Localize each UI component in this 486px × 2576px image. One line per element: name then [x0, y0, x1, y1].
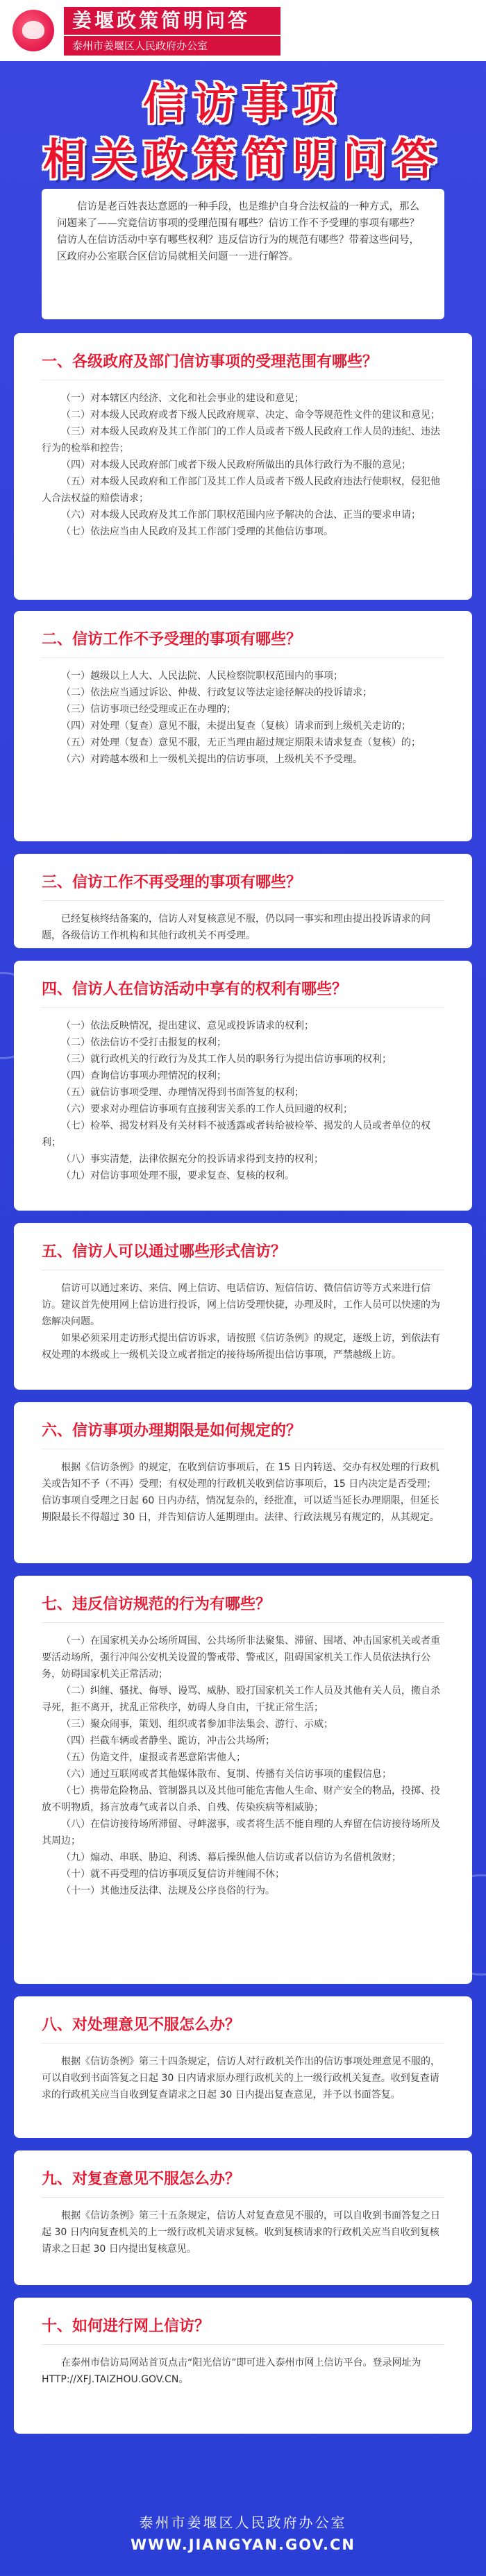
section-item: （一）在国家机关办公场所周围、公共场所非法聚集、滞留、围堵、冲击国家机关或者重要活动场所，强行冲闯公安机关设置的警戒带、警戒区，阻碍国家机关工作人员依法执行公务，妨碍国家机关正常活动；: [42, 1635, 440, 1680]
section-item: （六）要求对办理信访事项有直接利害关系的工作人员回避的权利；: [61, 1104, 353, 1115]
section-card: [14, 1223, 472, 1390]
section-item: 根据《信访条例》的规定，在收到信访事项后，在 15 日内转送、交办有权处理的行政机关或告知不予（不再）受理；有权处理的行政机关收到信访事项后，15 日内决定是否受理；信访事项自受理之日起 60 日内办结，情况复杂的，经批准，可以适当延长办理期限，但延长期限最长不得超过 30 日，并告知信访人延期理由。法律、行政法规另有规定的，从其规定。: [42, 1462, 439, 1523]
section-item: （九）对信访事项处理不服，要求复查、复核的权利。: [61, 1170, 294, 1181]
section-item: （五）对处理（复查）意见不服，无正当理由超过规定期限未请求复查（复核）的；: [61, 737, 421, 748]
section-item: （七）检举、揭发材料及有关材料不被透露或者转给被检举、揭发的人员或者单位的权利；: [42, 1120, 430, 1148]
section-item: （六）通过互联网或者其他媒体散布、复制、传播有关信访事项的虚假信息；: [61, 1769, 392, 1780]
section-card: [14, 2298, 472, 2434]
section-item: （五）伪造文件，虚报或者恶意陷害他人；: [61, 1752, 246, 1763]
section-item: （八）在信访接待场所滞留、寻衅滋事，或者将生活不能自理的人弃留在信访接待场所及其周边；: [42, 1819, 440, 1846]
section-item: 如果必须采用走访形式提出信访诉求，请按照《信访条例》的规定，逐级上访，到依法有权处理的本级或上一级机关设立或者指定的接待场所提出信访事项，严禁越级上访。: [42, 1333, 440, 1361]
section-item: （四）对处理（复查）意见不服，未提出复查（复核）请求而到上级机关走访的；: [61, 721, 411, 732]
section-card: [14, 2150, 472, 2285]
section-card: [14, 611, 472, 841]
footer-organization: 泰州市姜堰区人民政府办公室: [139, 2514, 347, 2531]
section-item: （六）对本级人民政府及其工作部门职权范围内应予解决的合法、正当的要求申请；: [61, 510, 421, 521]
section-item: 根据《信访条例》第三十五条规定，信访人对复查意见不服的，可以自收到书面答复之日起 30 日内向复查机关的上一级行政机关请求复核。收到复核请求的行政机关应当自收到复核请求之日起 30 日内提出复核意见。: [42, 2210, 440, 2255]
section-title: 六、信访事项办理期限是如何规定的？: [42, 1419, 444, 1449]
section-card: [14, 333, 472, 600]
hero-line-1: 信访事项: [142, 78, 343, 129]
section-item: （三）信访事项已经受理或正在办理的；: [61, 704, 236, 715]
section-item: （二）依法信访不受打击报复的权利；: [61, 1037, 226, 1048]
section-title: 三、信访工作不再受理的事项有哪些？: [42, 870, 444, 901]
section-item: （九）煽动、串联、胁迫、利诱、幕后操纵他人信访或者以信访为名借机敛财；: [61, 1852, 401, 1863]
section-item: （三）聚众闹事，策划、组织或者参加非法集会、游行、示威；: [61, 1719, 333, 1730]
section-item: （三）就行政机关的行政行为及其工作人员的职务行为提出信访事项的权利；: [61, 1054, 392, 1065]
section-item: （二）对本级人民政府或者下级人民政府规章、决定、命令等规范性文件的建议和意见；: [61, 410, 440, 421]
section-item: 已经复核终结备案的，信访人对复核意见不服，仍以同一事实和理由提出投诉请求的问题，各级信访工作机构和其他行政机关不再受理。: [42, 914, 430, 941]
section-card: [14, 854, 472, 948]
section-item: （八）事实清楚，法律依据充分的投诉请求得到支持的权利；: [61, 1154, 324, 1165]
section-item: （一）对本辖区内经济、文化和社会事业的建设和意见；: [61, 393, 304, 404]
section-title: 二、信访工作不予受理的事项有哪些？: [42, 628, 444, 658]
hero-line-2: 相关政策简明问答: [42, 134, 443, 185]
section-item: （十）就不再受理的信访事项反复信访并缠闹不休；: [61, 1869, 285, 1880]
section-card: [14, 1402, 472, 1563]
section-item: （七）依法应当由人民政府及其工作部门受理的其他信访事项。: [61, 526, 333, 537]
section-item: （三）对本级人民政府及其工作部门的工作人员或者下级人民政府工作人员的违纪、违法行为的检举和控告；: [42, 426, 440, 454]
hero-title: [0, 76, 486, 187]
logo-icon: [12, 10, 54, 51]
section-item: （七）携带危险物品、管制器具以及其他可能危害他人生命、财产安全的物品，投掷、投放不明物质，扬言放毒气或者以自杀、自残、传染疾病等相威胁；: [42, 1785, 440, 1813]
section-title: 十、如何进行网上信访？: [42, 2314, 444, 2345]
section-item: （二）纠缠、骚扰、侮辱、谩骂、威胁、殴打国家机关工作人员及其他有关人员，搬自杀寻死，拒不离开，扰乱正常秩序，妨碍人身自由，干扰正常生活；: [42, 1685, 440, 1713]
section-item: （六）对跨越本级和上一级机关提出的信访事项，上级机关不予受理。: [61, 754, 362, 765]
section-item: 根据《信访条例》第三十四条规定，信访人对行政机关作出的信访事项处理意见不服的，可以自收到书面答复之日起 30 日内请求原办理行政机关的上一级行政机关复查。收到复查请求的行政机关应当自收到复查请求之日起 30 日内提出复查意见，并予以书面答复。: [42, 2056, 440, 2101]
footer-website-link[interactable]: WWW.JIANGYAN.GOV.CN: [130, 2536, 356, 2553]
section-item: （一）越级以上人大、人民法院、人民检察院职权范围内的事项；: [61, 671, 343, 682]
section-item: （十一）其他违反法律、法规及公序良俗的行为。: [61, 1885, 275, 1896]
section-card: [14, 961, 472, 1211]
section-item: （二）依法应当通过诉讼、仲裁、行政复议等法定途径解决的投诉请求；: [61, 687, 372, 698]
section-item: 在泰州市信访局网站首页点击“阳光信访”即可进入泰州市网上信访平台。登录网址为 HTTP://XFJ.TAIZHOU.GOV.CN。: [42, 2357, 421, 2385]
section-title: 一、各级政府及部门信访事项的受理范围有哪些？: [42, 350, 444, 380]
section-item: （五）就信访事项受理、办理情况得到书面答复的权利；: [61, 1087, 304, 1098]
section-card: [14, 1576, 472, 1984]
section-title: 九、对复查意见不服怎么办？: [42, 2167, 444, 2198]
section-item: （四）拦截车辆或者静坐、跪访，冲击公共场所；: [61, 1735, 275, 1746]
section-title: 五、信访人可以通过哪些形式信访？: [42, 1240, 444, 1270]
section-item: （一）依法反映情况，提出建议、意见或投诉请求的权利；: [61, 1020, 314, 1032]
section-title: 七、违反信访规范的行为有哪些？: [42, 1592, 444, 1623]
section-item: （五）对本级人民政府和工作部门及其工作人员或者下级人民政府违法行使职权，侵犯他人合法权益的赔偿请求；: [42, 476, 440, 504]
top-banner: [0, 0, 486, 61]
section-item: （四）查询信访事项办理情况的权利；: [61, 1070, 226, 1081]
section-card: [14, 1996, 472, 2138]
section-title: 四、信访人在信访活动中享有的权利有哪些？: [42, 977, 444, 1008]
section-title: 八、对处理意见不服怎么办？: [42, 2013, 444, 2044]
brand-subtitle: 泰州市姜堰区人民政府办公室: [64, 36, 280, 56]
brand-title: 姜堰政策简明问答: [64, 7, 280, 35]
section-item: （四）对本级人民政府部门或者下级人民政府所做出的具体行政行为不服的意见；: [61, 460, 411, 471]
section-item: 信访可以通过来访、来信、网上信访、电话信访、短信信访、微信信访等方式来进行信访。建议首先使用网上信访进行投诉，网上信访受理快捷，办理及时，工作人员可以快速的为您解决问题。: [42, 1283, 440, 1327]
intro-box: 信访是老百姓表达意愿的一种手段，也是维护自身合法权益的一种方式，那么问题来了——究竟信访事项的受理范围有哪些？信访工作不予受理的事项有哪些？信访人在信访活动中享有哪些权利？违反信访行为的规范有哪些？带着这些问号，区政府办公室联合区信访局就相关问题一一进行解答。: [42, 189, 444, 319]
